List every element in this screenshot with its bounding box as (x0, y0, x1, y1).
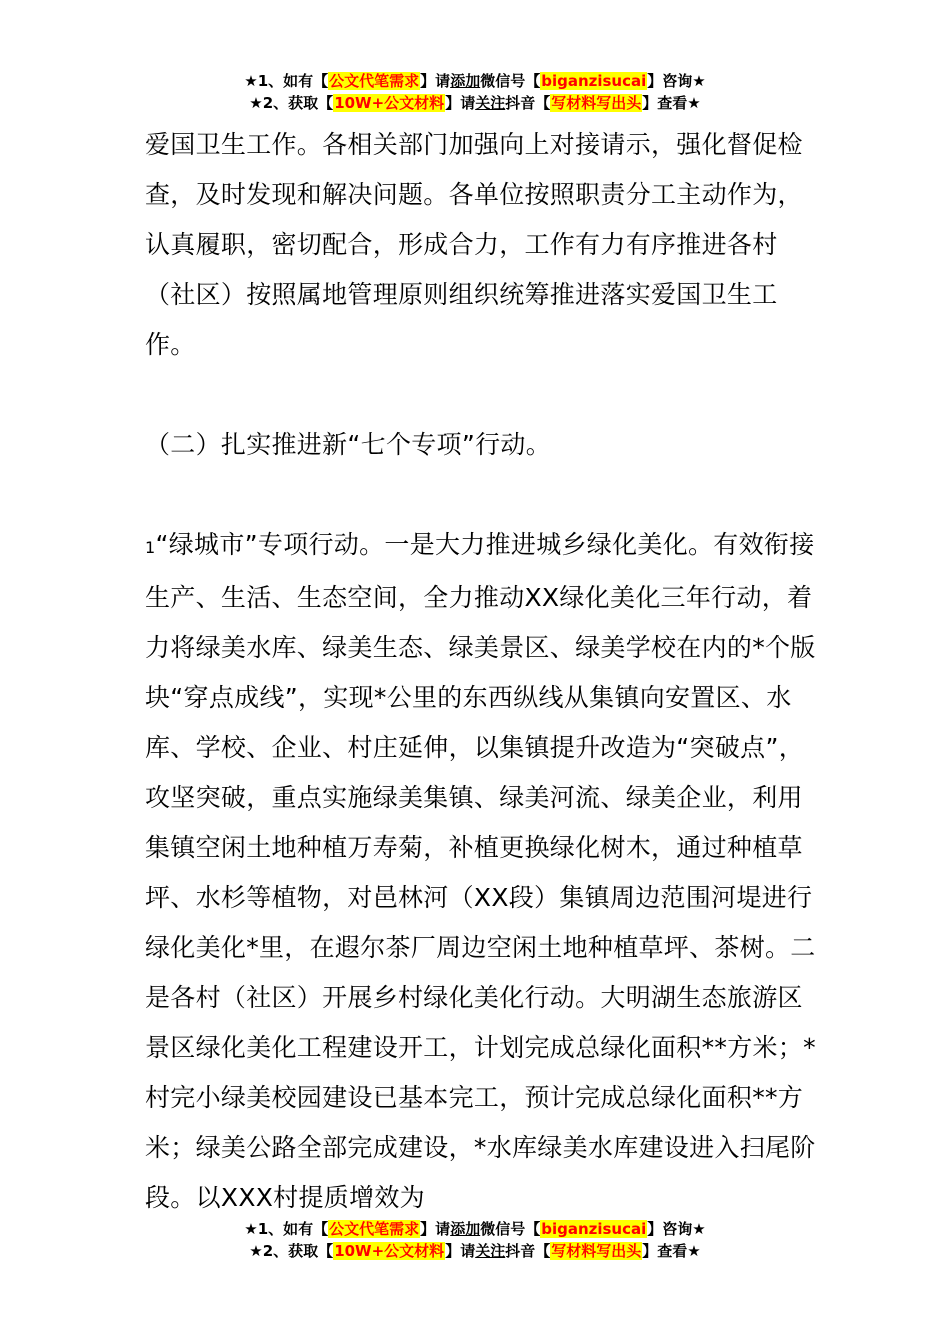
promo-text: ★1、如有【 (244, 72, 329, 90)
promo-text: 】查看★ (642, 1242, 701, 1260)
promo-line-1 (0, 1218, 950, 1240)
paragraph-1: 爱国卫生工作。各相关部门加强向上对接请示，强化督促检查，及时发现和解决问题。各单位按照职责分工主动作为，认真履职，密切配合，形成合力，工作有力有序推进各村（社区）按照属地管理原则组织统筹推进落实爱国卫生工作。 (145, 130, 803, 359)
promo-highlight: 10W+公文材料 (334, 94, 445, 112)
promo-text: 微信号【 (480, 72, 541, 90)
promo-text: 抖音【 (505, 94, 551, 112)
promo-underlined-text: 添加 (450, 1220, 481, 1238)
section-heading: （二）扎实推进新“七个专项”行动。 (145, 430, 552, 459)
paragraph-spacer (145, 370, 825, 420)
promo-underlined-text: 关注 (475, 94, 506, 112)
promo-text: ★1、如有【 (244, 1220, 329, 1238)
promo-line-1 (0, 70, 950, 92)
promo-underlined-text: 关注 (475, 1242, 506, 1260)
promo-line-2 (0, 92, 950, 114)
promo-text: 】查看★ (642, 94, 701, 112)
promo-text: 微信号【 (480, 1220, 541, 1238)
list-number: 1 (145, 538, 156, 557)
promo-text: ★2、获取【 (249, 1242, 334, 1260)
promo-highlight: 10W+公文材料 (334, 1242, 445, 1260)
promo-highlight: 公文代笔需求 (329, 1220, 420, 1238)
paragraph-spacer (145, 470, 825, 520)
promo-text: 】请 (445, 94, 476, 112)
promo-highlight: 写材料写出头 (551, 94, 642, 112)
promo-text: ★2、获取【 (249, 94, 334, 112)
promo-banner-bottom (0, 1218, 950, 1262)
promo-text: 】咨询★ (647, 1220, 706, 1238)
promo-text: 】请 (420, 72, 451, 90)
promo-highlight: 写材料写出头 (551, 1242, 642, 1260)
paragraph-3-text: “绿城市”专项行动。一是大力推进城乡绿化美化。有效衔接生产、生活、生态空间，全力推动XX绿化美化三年行动，着力将绿美水库、绿美生态、绿美景区、绿美学校在内的*个版块“穿点成线”，实现*公里的东西纵线从集镇向安置区、水库、学校、企业、村庄延伸，以集镇提升改造为“突破点”，攻坚突破，重点实施绿美集镇、绿美河流、绿美企业，利用集镇空闲土地种植万寿菊，补植更换绿化树木，通过种植草坪、水杉等植物，对邑林河（XX段）集镇周边范围河堤进行绿化美化*里，在遐尔茶厂周边空闲土地种植草坪、茶树。二是各村（社区）开展乡村绿化美化行动。大明湖生态旅游区景区绿化美化工程建设开工，计划完成总绿化面积**方米；*村完小绿美校园建设已基本完工，预计完成总绿化面积**方米；绿美公路全部完成建设，*水库绿美水库建设进入扫尾阶段。以XXX村提质增效为 (145, 530, 816, 1212)
promo-highlight: biganzisucai (541, 1220, 647, 1238)
promo-text: 】请 (445, 1242, 476, 1260)
promo-text: 】咨询★ (647, 72, 706, 90)
promo-banner-top (0, 70, 950, 114)
promo-underlined-text: 添加 (450, 72, 481, 90)
promo-text: 抖音【 (505, 1242, 551, 1260)
paragraph-3 (145, 520, 825, 1223)
promo-highlight: biganzisucai (541, 72, 647, 90)
promo-text: 】请 (420, 1220, 451, 1238)
document-body (145, 120, 825, 1223)
promo-line-2 (0, 1240, 950, 1262)
promo-highlight: 公文代笔需求 (329, 72, 420, 90)
